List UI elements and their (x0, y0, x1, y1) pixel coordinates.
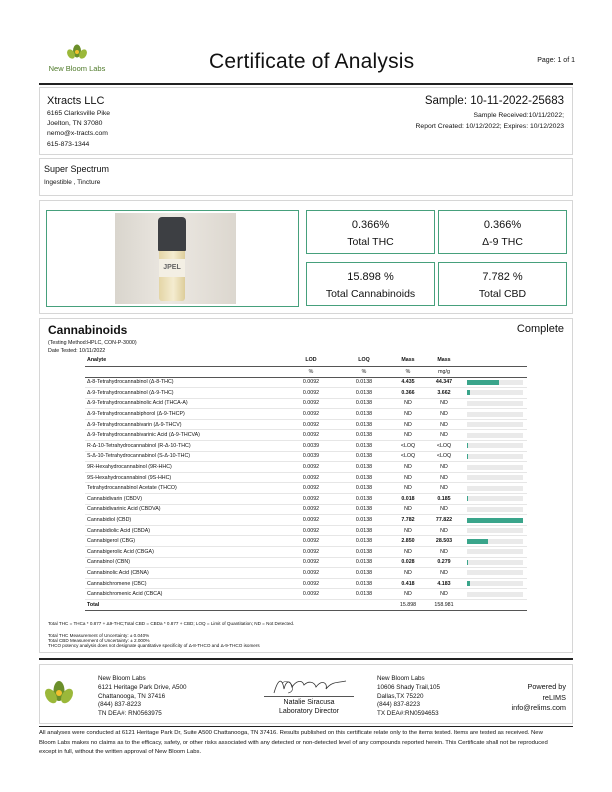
table-row (85, 398, 527, 409)
table-row (85, 472, 527, 483)
mass-mg-g: 3.662 (425, 388, 463, 399)
lod-value: 0.0092 (285, 409, 337, 420)
mass-mg-g: 44.347 (425, 377, 463, 388)
report-header (39, 40, 575, 82)
leaf-logo-icon (66, 44, 88, 62)
mass-percent: 7.782 (391, 515, 425, 526)
date-tested: Date Tested: 10/11/2022 (48, 348, 106, 354)
col-mass-pct: Mass (391, 355, 425, 366)
lod-value: 0.0092 (285, 483, 337, 494)
disclaimer (39, 729, 573, 758)
lod-value: 0.0092 (285, 462, 337, 473)
lab2-phone: (844) 837-8223 (377, 701, 421, 709)
loq-value: 0.0138 (337, 589, 391, 600)
mass-percent: ND (391, 398, 425, 409)
table-row (85, 547, 527, 558)
total-cbd-label: Total CBD (478, 288, 527, 300)
total-row (85, 599, 527, 610)
mass-percent: 4.435 (391, 377, 425, 388)
table-row (85, 568, 527, 579)
mass-mg-g: 0.279 (425, 557, 463, 568)
col-mass-mg: Mass (425, 355, 463, 366)
powered-by-name: reLIMS (542, 692, 566, 702)
analyte-name: Cannabidiol (CBD) (85, 515, 285, 526)
col-bar (463, 355, 527, 366)
table-row (85, 419, 527, 430)
mass-mg-g: 0.185 (425, 494, 463, 505)
mass-mg-g: ND (425, 525, 463, 536)
table-row (85, 515, 527, 526)
total-cbd-value: 7.782 % (482, 271, 523, 283)
powered-by (512, 682, 566, 714)
lod-value: 0.0092 (285, 547, 337, 558)
unit-mass-pct: % (391, 366, 425, 377)
table-row (85, 462, 527, 473)
mass-bar (467, 507, 523, 512)
table-row (85, 441, 527, 452)
mass-percent: <LOQ (391, 441, 425, 452)
delta9-thc-box (438, 210, 567, 254)
lab1-city: Chattanooga, TN 37416 (98, 692, 166, 700)
lod-value: 0.0092 (285, 504, 337, 515)
contact-email[interactable]: info@relims.com (511, 703, 566, 712)
table-row (85, 557, 527, 568)
product-panel (39, 158, 573, 196)
disclaimer-line3: except in full, without the written approval of New Bloom Labs. (39, 749, 202, 755)
vial-cap (158, 217, 186, 251)
mass-mg-g: 28.503 (425, 536, 463, 547)
lab2-dea: TX DEA#:RN0594653 (377, 710, 439, 718)
mass-mg-g: ND (425, 547, 463, 558)
mass-mg-g: ND (425, 568, 463, 579)
mass-bar (467, 528, 523, 533)
col-analyte: Analyte (85, 355, 285, 366)
client-address-line1: 6165 Clarksville Pike (47, 110, 111, 117)
table-row (85, 536, 527, 547)
sample-photo-frame (46, 210, 299, 307)
table-row (85, 451, 527, 462)
disclaimer-line2: Bloom Labs makes no claims as to the efficacy, safety, or other risks associated with any detected or non-detected level of any compounds reported herein. This Certificate shall not be reproduced (39, 739, 548, 746)
mass-bar (467, 475, 523, 480)
analyte-name: Cannabinolic Acid (CBNA) (85, 568, 285, 579)
lab1-address: 6121 Heritage Park Drive, A500 (98, 683, 187, 691)
analyte-name: Δ-9-Tetrahydrocannabivarin (Δ-9-THCV) (85, 419, 285, 430)
units-row (85, 366, 527, 377)
loq-value: 0.0138 (337, 525, 391, 536)
analyte-name: Δ-9-Tetrahydrocannabivarinic Acid (Δ-9-THCVA) (85, 430, 285, 441)
signature-image (268, 675, 352, 697)
mass-mg-g: ND (425, 398, 463, 409)
analyte-name: Cannabichromene (CBC) (85, 578, 285, 589)
lod-value: 0.0092 (285, 536, 337, 547)
lod-value: 0.0092 (285, 388, 337, 399)
table-row (85, 504, 527, 515)
analyte-name: Δ-9-Tetrahydrocannabinol (Δ-9-THC) (85, 388, 285, 399)
total-thc-label: Total THC (347, 236, 394, 248)
loq-value: 0.0138 (337, 451, 391, 462)
mass-mg-g: <LOQ (425, 451, 463, 462)
mass-bar (467, 422, 523, 427)
col-lod: LOD (285, 355, 337, 366)
cannabinoids-panel (39, 318, 573, 653)
footer-divider-top (39, 658, 573, 660)
mass-bar (467, 433, 523, 438)
mass-mg-g: ND (425, 504, 463, 515)
table-row (85, 483, 527, 494)
analyte-name: 9S-Hexahydrocannabinol (9S-HHC) (85, 472, 285, 483)
lab-logo (39, 44, 115, 73)
analyte-name: S-Δ-10-Tetrahydrocannabinol (S-Δ-10-THC) (85, 451, 285, 462)
mass-bar (467, 592, 523, 597)
mass-percent: ND (391, 462, 425, 473)
logo-text: New Bloom Labs (48, 64, 106, 73)
mass-percent: 0.028 (391, 557, 425, 568)
loq-value: 0.0138 (337, 462, 391, 473)
mass-bar (467, 401, 523, 406)
mass-percent: ND (391, 409, 425, 420)
mass-mg-g: ND (425, 462, 463, 473)
mass-bar-fill (467, 581, 470, 586)
product-name: Super Spectrum (44, 164, 110, 174)
sample-photo (115, 213, 236, 304)
analyte-name: R-Δ-10-Tetrahydrocannabinol (R-Δ-10-THC) (85, 441, 285, 452)
loq-value: 0.0138 (337, 409, 391, 420)
lab2-address: 10606 Shady Trail,105 (377, 683, 441, 691)
mass-mg-g: ND (425, 419, 463, 430)
table-header-row (85, 355, 527, 366)
mass-percent: ND (391, 525, 425, 536)
mass-percent: ND (391, 430, 425, 441)
analyte-name: Tetrahydrocannabinol Acetate (THCO) (85, 483, 285, 494)
lod-value: 0.0092 (285, 377, 337, 388)
total-value: 158.981 (425, 599, 463, 610)
analyte-name: Cannabidiolic Acid (CBDA) (85, 525, 285, 536)
lod-value: 0.0092 (285, 557, 337, 568)
analyte-name: Δ-9-Tetrahydrocannabinolic Acid (THCA-A) (85, 398, 285, 409)
delta9-thc-value: 0.366% (483, 219, 522, 231)
unit-mass-mg: mg/g (425, 366, 463, 377)
mass-bar (467, 486, 523, 491)
mass-bar (467, 380, 523, 385)
lod-value: 0.0092 (285, 472, 337, 483)
mass-bar (467, 570, 523, 575)
mass-bar (467, 454, 523, 459)
loq-value: 0.0138 (337, 483, 391, 494)
loq-value: 0.0138 (337, 430, 391, 441)
mass-mg-g: ND (425, 472, 463, 483)
section-title: Cannabinoids (48, 323, 128, 337)
loq-value: 0.0138 (337, 536, 391, 547)
mass-percent: ND (391, 589, 425, 600)
table-row (85, 589, 527, 600)
lab1-dea: TN DEA#: RN0563975 (98, 710, 162, 718)
mass-bar (467, 412, 523, 417)
analyte-name: Δ-8-Tetrahydrocannabinol (Δ-8-THC) (85, 377, 285, 388)
delta9-thc-label: Δ-9 THC (482, 236, 523, 248)
mass-mg-g: <LOQ (425, 441, 463, 452)
table-row (85, 430, 527, 441)
mass-mg-g: ND (425, 483, 463, 494)
mass-bar-fill (467, 496, 468, 501)
sample-received: Sample Received:10/11/2022; (473, 112, 564, 119)
sample-id: Sample: 10-11-2022-25683 (424, 95, 564, 107)
loq-value: 0.0138 (337, 441, 391, 452)
mass-bar-fill (467, 380, 499, 385)
loq-value: 0.0138 (337, 547, 391, 558)
mass-mg-g: ND (425, 409, 463, 420)
lab1-phone: (844) 837-8223 (98, 701, 142, 709)
lab2-name: New Bloom Labs (377, 675, 425, 682)
analyte-name: Δ-9-Tetrahydrocannabiphorol (Δ-9-THCP) (85, 409, 285, 420)
client-phone: 615-873-1344 (47, 141, 90, 148)
thco-note: THCO potency analysis does not designate quantitative specificity of Δ-8-THCO and Δ-9-THCO isomers (48, 643, 260, 648)
table-row (85, 388, 527, 399)
lab-address-chattanooga (98, 675, 187, 719)
table-row (85, 494, 527, 505)
page-number: Page: 1 of 1 (537, 57, 575, 64)
mass-percent: 2.850 (391, 536, 425, 547)
testing-method: (Testing Method:HPLC, CON-P-3000) (48, 340, 137, 346)
report-dates: Report Created: 10/12/2022; Expires: 10/12/2023 (415, 123, 564, 130)
summary-panel (39, 200, 573, 314)
mass-bar (467, 581, 523, 586)
lab2-city: Dallas,TX 75220 (377, 692, 424, 700)
mass-percent: ND (391, 472, 425, 483)
loq-value: 0.0138 (337, 419, 391, 430)
product-type: Ingestible , Tincture (44, 179, 101, 186)
mass-percent: 0.418 (391, 578, 425, 589)
loq-value: 0.0138 (337, 398, 391, 409)
mass-bar-fill (467, 390, 470, 395)
total-thc-box (306, 210, 435, 254)
loq-value: 0.0138 (337, 377, 391, 388)
mass-percent: ND (391, 419, 425, 430)
mass-percent: 0.366 (391, 388, 425, 399)
mass-mg-g: 77.822 (425, 515, 463, 526)
lod-value: 0.0092 (285, 568, 337, 579)
mass-mg-g: ND (425, 589, 463, 600)
col-loq: LOQ (337, 355, 391, 366)
mass-mg-g: 4.183 (425, 578, 463, 589)
analyte-name: Cannabidivarin (CBDV) (85, 494, 285, 505)
analyte-name: Cannabidivarinic Acid (CBDVA) (85, 504, 285, 515)
mass-mg-g: ND (425, 430, 463, 441)
footer-panel (39, 664, 573, 724)
loq-value: 0.0138 (337, 515, 391, 526)
mass-percent: ND (391, 483, 425, 494)
table-row (85, 578, 527, 589)
mass-bar (467, 560, 523, 565)
client-address-line2: Joelton, TN 37080 (47, 120, 103, 127)
lod-value: 0.0092 (285, 578, 337, 589)
mass-bar (467, 443, 523, 448)
mass-bar-fill (467, 518, 523, 523)
formula-note: Total THC = THCa * 0.877 + Δ9-THC;Total CBD = CBDa * 0.877 + CBD; LOQ = Limit of Quantitation; ND = Not Detected. (48, 621, 295, 626)
loq-value: 0.0138 (337, 557, 391, 568)
analyte-name: Cannabinol (CBN) (85, 557, 285, 568)
loq-value: 0.0138 (337, 568, 391, 579)
footer-divider-bottom (39, 726, 573, 727)
analyte-name: Cannabichromenic Acid (CBCA) (85, 589, 285, 600)
client-panel (39, 87, 573, 155)
disclaimer-line1: All analyses were conducted at 6121 Heritage Park Dr, Suite A500 Chattanooga, TN 37416. Results published on this certificate relate only to the items tested. Items are tested as received. New (39, 730, 543, 736)
vial-label: JPEL (159, 259, 185, 277)
mass-bar-fill (467, 560, 468, 565)
loq-value: 0.0138 (337, 472, 391, 483)
lod-value: 0.0039 (285, 451, 337, 462)
loq-value: 0.0138 (337, 578, 391, 589)
mass-bar (467, 518, 523, 523)
header-divider (39, 83, 573, 85)
mass-percent: <LOQ (391, 451, 425, 462)
lod-value: 0.0092 (285, 525, 337, 536)
lab-address-dallas (377, 675, 440, 719)
lod-value: 0.0092 (285, 430, 337, 441)
table-row (85, 409, 527, 420)
unit-lod: % (285, 366, 337, 377)
mass-bar-fill (467, 539, 488, 544)
lod-value: 0.0092 (285, 419, 337, 430)
cannabinoids-table (85, 355, 527, 611)
uncertainty-cbd: Total CBD Measurement of Uncertainty: ± 2.000% (48, 638, 150, 643)
mass-bar-fill (467, 454, 468, 459)
lod-value: 0.0092 (285, 515, 337, 526)
table-row (85, 377, 527, 388)
mass-percent: ND (391, 504, 425, 515)
mass-bar (467, 549, 523, 554)
total-cannabinoids-box (306, 262, 435, 306)
mass-bar (467, 465, 523, 470)
client-email: nemo@x-tracts.com (47, 130, 108, 137)
signer-title: Laboratory Director (279, 708, 339, 715)
mass-percent: ND (391, 568, 425, 579)
uncertainty-thc: Total THC Measurement of Uncertainty: ± 0.040% (48, 633, 150, 638)
loq-value: 0.0138 (337, 388, 391, 399)
unit-loq: % (337, 366, 391, 377)
powered-by-label: Powered by (527, 682, 566, 691)
total-cannabinoids-value: 15.898 % (347, 271, 394, 283)
mass-bar (467, 390, 523, 395)
unit-analyte (85, 366, 285, 377)
mass-percent: ND (391, 547, 425, 558)
lab1-name: New Bloom Labs (98, 675, 146, 682)
lod-value: 0.0039 (285, 441, 337, 452)
status-badge: Complete (516, 323, 564, 335)
mass-bar-fill (467, 443, 468, 448)
total-cannabinoids-label: Total Cannabinoids (325, 288, 416, 300)
mass-percent: 0.018 (391, 494, 425, 505)
table-row (85, 525, 527, 536)
lod-value: 0.0092 (285, 589, 337, 600)
total-label: Total (85, 599, 285, 610)
mass-bar (467, 539, 523, 544)
lod-value: 0.0092 (285, 494, 337, 505)
total-cbd-box (438, 262, 567, 306)
loq-value: 0.0138 (337, 504, 391, 515)
total-thc-value: 0.366% (351, 219, 390, 231)
lab-logo-icon (44, 679, 74, 709)
analyte-name: 9R-Hexahydrocannabinol (9R-HHC) (85, 462, 285, 473)
total-value: 15.898 (391, 599, 425, 610)
analyte-name: Cannabigerolic Acid (CBGA) (85, 547, 285, 558)
signer-name: Natalie Siracusa (264, 696, 354, 706)
mass-bar (467, 496, 523, 501)
lod-value: 0.0092 (285, 398, 337, 409)
analyte-name: Cannabigerol (CBG) (85, 536, 285, 547)
document-title: Certificate of Analysis (209, 50, 415, 73)
loq-value: 0.0138 (337, 494, 391, 505)
client-name: Xtracts LLC (47, 95, 105, 107)
